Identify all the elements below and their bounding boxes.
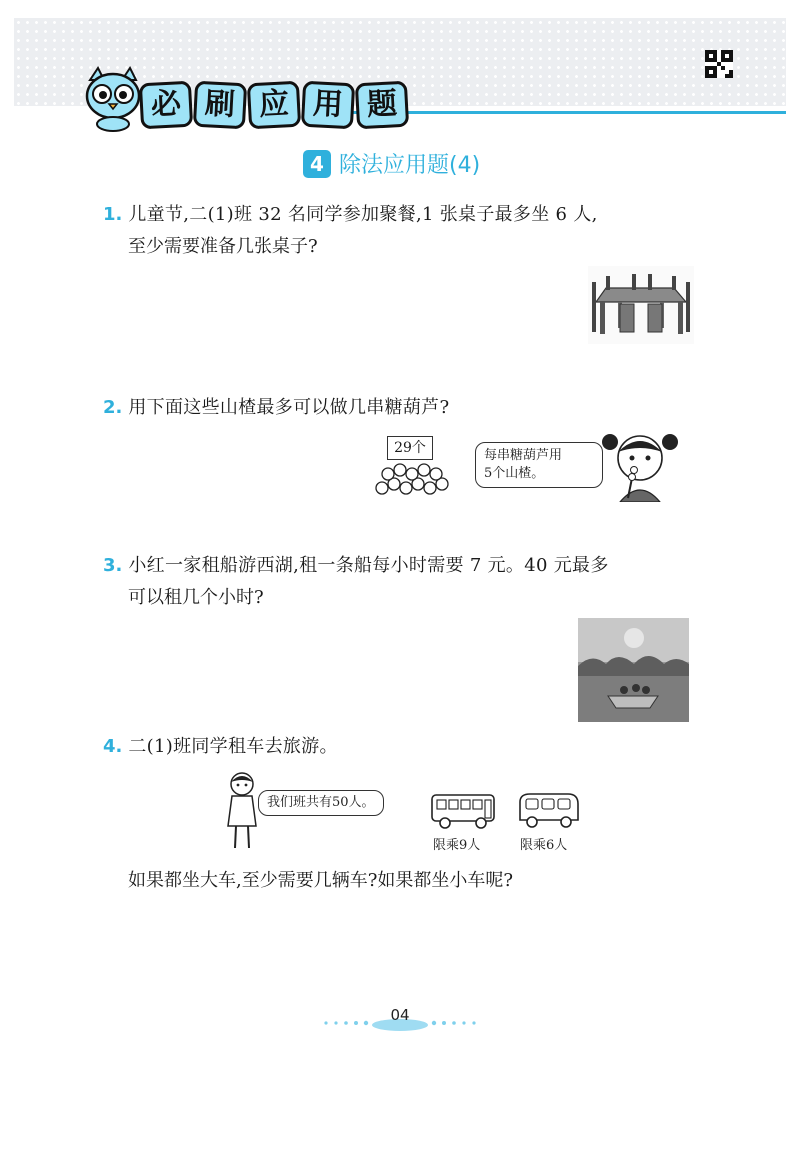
question-2 <box>103 393 703 423</box>
question-number: 2. <box>103 397 123 418</box>
page-number: 04 <box>390 1006 410 1024</box>
lesson-heading <box>303 148 480 179</box>
question-1-line-2: 至少需要准备几张桌子? <box>128 236 318 257</box>
boating-on-lake-image <box>578 618 689 722</box>
question-number: 4. <box>103 736 123 757</box>
question-number: 1. <box>103 204 123 225</box>
logo-char: 题 <box>355 81 409 130</box>
speech-bubble: 我们班共有50人。 <box>258 790 384 816</box>
question-text: 用下面这些山楂最多可以做几串糖葫芦? <box>128 397 450 418</box>
question-number: 3. <box>103 555 123 576</box>
bubble-line: 5个山楂。 <box>484 466 545 481</box>
lesson-number-badge: 4 <box>303 150 331 178</box>
question-text: 儿童节,二(1)班 32 名同学参加聚餐,1 张桌子最多坐 6 人, <box>128 204 598 225</box>
logo-char: 必 <box>139 81 193 130</box>
question-1 <box>103 200 703 230</box>
question-3 <box>103 551 703 581</box>
big-bus-caption: 限乘9人 <box>433 838 481 853</box>
logo-char: 应 <box>247 81 301 130</box>
speech-bubble <box>475 442 603 488</box>
small-bus-caption: 限乘6人 <box>520 838 568 853</box>
question-4-ask: 如果都坐大车,至少需要几辆车?如果都坐小车呢? <box>128 870 514 891</box>
student-girl-image <box>222 770 262 852</box>
question-text: 小红一家租船游西湖,租一条船每小时需要 7 元。40 元最多 <box>128 555 609 576</box>
hawthorn-pile-image <box>372 458 452 498</box>
qr-code-icon <box>705 50 733 78</box>
owl-mascot-icon <box>82 66 144 132</box>
logo-char: 刷 <box>193 81 247 130</box>
lesson-title: 除法应用题(4) <box>339 153 481 178</box>
question-3-line-2: 可以租几个小时? <box>128 587 264 608</box>
book-logo-title <box>140 82 408 128</box>
girl-eating-candied-haws-image <box>598 428 682 502</box>
big-bus-icon <box>430 792 496 830</box>
question-text: 二(1)班同学租车去旅游。 <box>128 736 338 757</box>
logo-char: 用 <box>301 81 355 130</box>
hawthorn-count-label: 29个 <box>387 436 433 460</box>
small-bus-icon <box>516 790 582 830</box>
bubble-line: 每串糖葫芦用 <box>484 448 563 463</box>
question-4 <box>103 732 703 762</box>
dining-table-image <box>588 266 694 344</box>
